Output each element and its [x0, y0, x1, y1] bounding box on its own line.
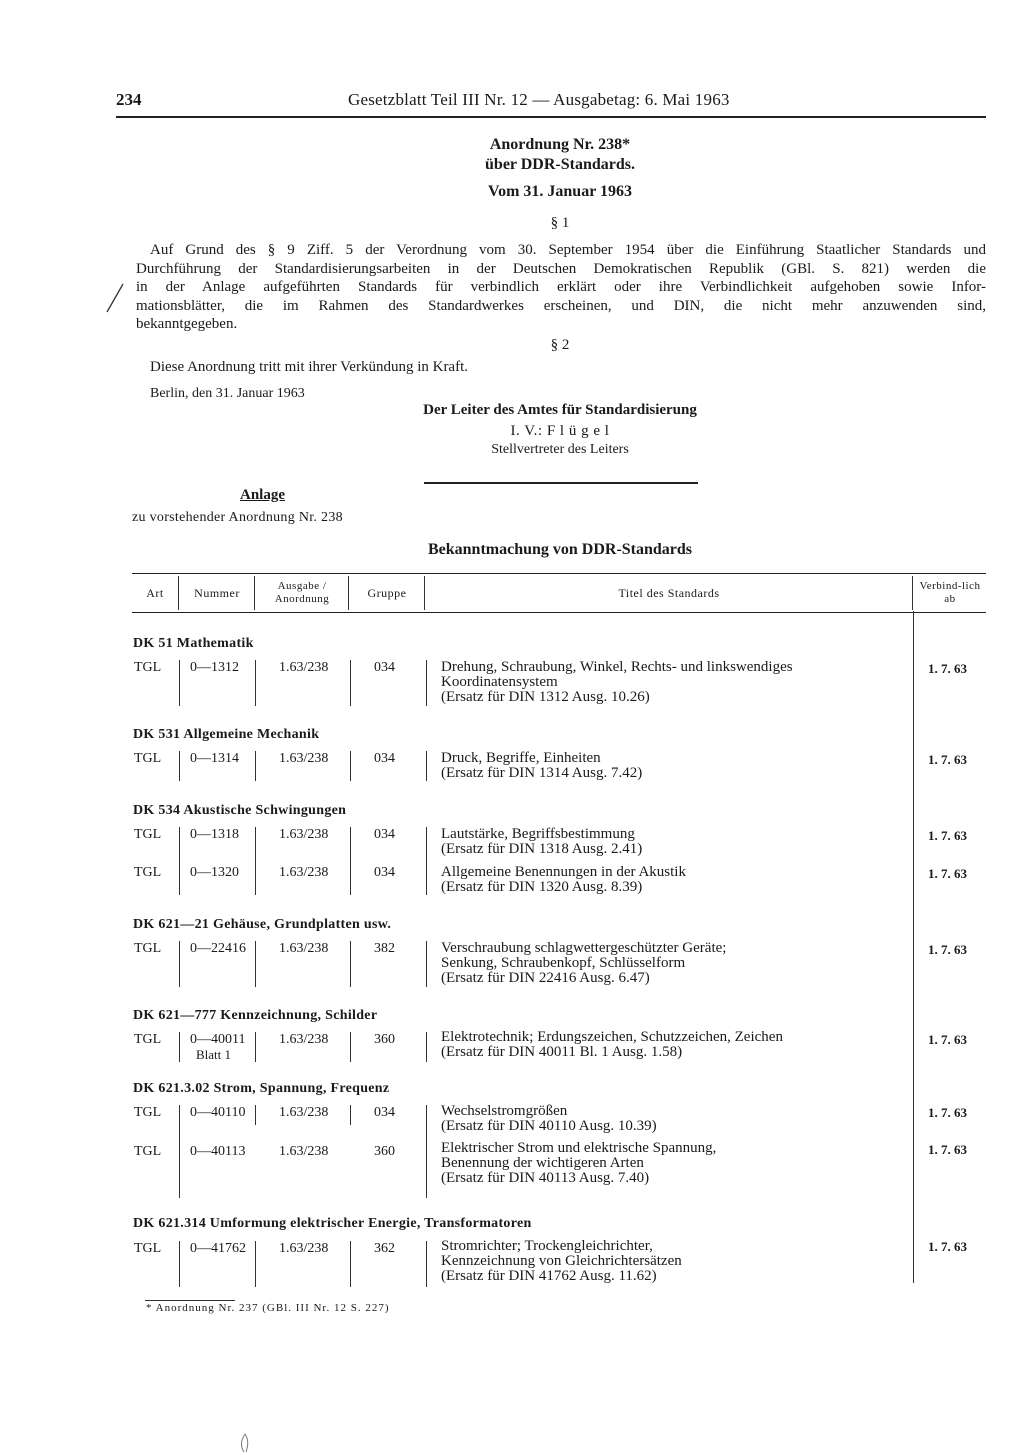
- section1-text: [136, 241, 986, 334]
- section2-text: Diese Anordnung tritt mit ihrer Verkündung in Kraft.: [150, 359, 469, 375]
- row-divider: [255, 1105, 256, 1125]
- cell-art: TGL: [134, 827, 162, 842]
- cell-nummer: 0—1318: [190, 827, 239, 842]
- cell-titel: [441, 941, 726, 986]
- row-divider: [426, 660, 427, 706]
- row-divider: [426, 1105, 427, 1198]
- titel-line: Senkung, Schraubenkopf, Schlüsselform: [441, 955, 686, 971]
- group-heading: DK 621—777 Kennzeichnung, Schilder: [133, 1008, 378, 1023]
- cell-verbindlich: 1. 7. 63: [928, 942, 967, 957]
- row-divider: [255, 941, 256, 987]
- cell-art: TGL: [134, 660, 162, 675]
- cell-art: TGL: [134, 1241, 162, 1256]
- titel-line: Lautstärke, Begriffsbestimmung: [441, 826, 635, 842]
- row-divider: [255, 827, 256, 895]
- cell-gruppe: 034: [374, 1105, 395, 1120]
- titel-line: Benennung der wichtigeren Arten: [441, 1155, 644, 1171]
- section1-line: Auf Grund des § 9 Ziff. 5 der Verordnung vom 30. September 1954 über die Einführung Staatlicher Standards und: [150, 242, 986, 258]
- row-divider: [350, 827, 351, 895]
- row-divider: [350, 941, 351, 987]
- cell-titel: [441, 865, 686, 895]
- cell-ausgabe: 1.63/238: [279, 1032, 329, 1047]
- cell-nummer: 0—1320: [190, 865, 239, 880]
- row-divider: [426, 827, 427, 895]
- titel-line: (Ersatz für DIN 1318 Ausg. 2.41): [441, 841, 643, 857]
- cell-nummer: 0—1312: [190, 660, 239, 675]
- section1-line: bekanntgegeben.: [136, 316, 238, 332]
- section1-line: Durchführung der Standardisierungsarbeiten in der Deutschen Demokratischen Republik (GBl. S. 821) werden die: [136, 260, 986, 277]
- cell-verbindlich: 1. 7. 63: [928, 1142, 967, 1157]
- titel-line: Verschraubung schlagwettergeschützter Geräte;: [441, 940, 727, 956]
- place-date: Berlin, den 31. Januar 1963: [150, 386, 305, 401]
- row-divider: [179, 751, 180, 781]
- titel-line: Stromrichter; Trockengleichrichter,: [441, 1238, 653, 1254]
- section1-label: § 1: [550, 215, 570, 231]
- cell-art: TGL: [134, 1032, 162, 1047]
- titel-line: (Ersatz für DIN 40011 Bl. 1 Ausg. 1.58): [441, 1044, 683, 1060]
- margin-pen-mark-icon: [104, 282, 126, 314]
- cell-nummer: 0—40113: [190, 1144, 246, 1159]
- titel-line: Allgemeine Benennungen in der Akustik: [441, 864, 686, 880]
- cell-gruppe: 034: [374, 827, 395, 842]
- row-divider: [179, 660, 180, 706]
- group-heading: DK 531 Allgemeine Mechanik: [133, 727, 320, 742]
- header-divider: [348, 576, 349, 610]
- cell-nummer: 0—40011: [190, 1032, 246, 1047]
- titel-line: Elektrotechnik; Erdungszeichen, Schutzzeichen, Zeichen: [441, 1029, 783, 1045]
- scan-artifact-icon: [236, 1432, 254, 1454]
- header-divider: [178, 576, 179, 610]
- cell-nummer-extra: Blatt 1: [196, 1047, 232, 1062]
- row-divider: [255, 660, 256, 706]
- titel-line: (Ersatz für DIN 40113 Ausg. 7.40): [441, 1170, 650, 1186]
- ordinance-title-line2: über DDR-Standards.: [485, 156, 635, 173]
- group-heading: DK 621—21 Gehäuse, Grundplatten usw.: [133, 917, 392, 932]
- header-divider: [912, 576, 913, 610]
- cell-gruppe: 034: [374, 751, 395, 766]
- group-heading: DK 534 Akustische Schwingungen: [133, 803, 347, 818]
- signature-role: Stellvertreter des Leiters: [491, 442, 629, 457]
- header-verbindlich: Verbind-lich ab: [919, 580, 981, 605]
- titel-line: (Ersatz für DIN 41762 Ausg. 11.62): [441, 1268, 657, 1284]
- row-divider: [179, 941, 180, 987]
- header-titel: Titel des Standards: [618, 585, 720, 600]
- cell-ausgabe: 1.63/238: [279, 1144, 329, 1159]
- group-heading: DK 621.3.02 Strom, Spannung, Frequenz: [133, 1081, 390, 1096]
- cell-nummer: 0—1314: [190, 751, 239, 766]
- cell-nummer: 0—40110: [190, 1105, 246, 1120]
- cell-art: TGL: [134, 751, 162, 766]
- cell-titel: [441, 751, 642, 781]
- table-title: Bekanntmachung von DDR-Standards: [427, 541, 693, 558]
- section1-line: mationsblätter, die im Rahmen des Standardwerkes erscheinen, und DIN, die nicht mehr anzuwenden sind,: [136, 297, 986, 314]
- cell-gruppe: 034: [374, 660, 395, 675]
- cell-gruppe: 360: [374, 1144, 395, 1159]
- row-divider: [350, 1032, 351, 1062]
- group-heading: DK 51 Mathematik: [133, 636, 254, 651]
- page-header: [116, 90, 986, 118]
- cell-ausgabe: 1.63/238: [279, 751, 329, 766]
- titel-line: Drehung, Schraubung, Winkel, Rechts- und linkswendiges: [441, 659, 793, 675]
- cell-verbindlich: 1. 7. 63: [928, 866, 967, 881]
- cell-titel: [441, 827, 642, 857]
- cell-ausgabe: 1.63/238: [279, 941, 329, 956]
- header-divider: [254, 576, 255, 610]
- verbindlich-column-rule: [913, 611, 914, 1283]
- cell-verbindlich: 1. 7. 63: [928, 1032, 967, 1047]
- row-divider: [179, 827, 180, 895]
- cell-titel: [441, 1141, 716, 1186]
- group-heading: DK 621.314 Umformung elektrischer Energie, Transformatoren: [133, 1216, 532, 1231]
- row-divider: [255, 1241, 256, 1287]
- header-art: Art: [146, 585, 164, 600]
- cell-art: TGL: [134, 941, 162, 956]
- row-divider: [350, 751, 351, 781]
- annex-subheading: zu vorstehender Anordnung Nr. 238: [132, 510, 343, 525]
- cell-verbindlich: 1. 7. 63: [928, 752, 967, 767]
- gazette-title: Gesetzblatt Teil III Nr. 12 — Ausgabetag: 6. Mai 1963: [348, 90, 730, 109]
- titel-line: Elektrischer Strom und elektrische Spannung,: [441, 1140, 717, 1156]
- row-divider: [426, 1032, 427, 1062]
- annex-heading: Anlage: [240, 487, 285, 503]
- cell-gruppe: 034: [374, 865, 395, 880]
- page-number: 234: [116, 90, 142, 109]
- cell-art: TGL: [134, 1105, 162, 1120]
- row-divider: [255, 751, 256, 781]
- cell-art: TGL: [134, 1144, 162, 1159]
- titel-line: Wechselstromgrößen: [441, 1103, 568, 1119]
- section1-line: in der Anlage aufgeführten Standards für verbindlich erklärt oder ihre Verbindlichkeit aufgehoben sowie Infor-: [136, 279, 986, 295]
- footnote-rule: [145, 1300, 235, 1301]
- row-divider: [350, 1105, 351, 1125]
- cell-titel: [441, 1104, 657, 1134]
- titel-line: Druck, Begriffe, Einheiten: [441, 750, 601, 766]
- titel-line: Kennzeichnung von Gleichrichtersätzen: [441, 1253, 682, 1269]
- section-divider: [424, 482, 698, 484]
- row-divider: [426, 751, 427, 781]
- titel-line: Koordinatensystem: [441, 674, 558, 690]
- section2-label: § 2: [550, 337, 570, 353]
- cell-titel: [441, 1239, 682, 1284]
- cell-gruppe: 360: [374, 1032, 395, 1047]
- header-gruppe: Gruppe: [367, 585, 407, 600]
- row-divider: [426, 1241, 427, 1287]
- header-ausgabe: Ausgabe / Anordnung: [274, 580, 330, 605]
- header-nummer: Nummer: [194, 585, 240, 600]
- cell-verbindlich: 1. 7. 63: [928, 1105, 967, 1120]
- row-divider: [350, 660, 351, 706]
- cell-gruppe: 382: [374, 941, 395, 956]
- row-divider: [179, 1032, 180, 1062]
- header-divider: [424, 576, 425, 610]
- row-divider: [350, 1241, 351, 1287]
- cell-titel: [441, 1030, 783, 1060]
- ordinance-date: Vom 31. Januar 1963: [487, 183, 633, 200]
- row-divider: [179, 1241, 180, 1287]
- cell-verbindlich: 1. 7. 63: [928, 661, 967, 676]
- cell-verbindlich: 1. 7. 63: [928, 1239, 967, 1254]
- row-divider: [179, 1105, 180, 1198]
- cell-ausgabe: 1.63/238: [279, 1241, 329, 1256]
- titel-line: (Ersatz für DIN 1314 Ausg. 7.42): [441, 765, 643, 781]
- signature-authority: Der Leiter des Amtes für Standardisierung: [423, 402, 697, 418]
- cell-nummer: 0—22416: [190, 941, 246, 956]
- cell-gruppe: 362: [374, 1241, 395, 1256]
- titel-line: (Ersatz für DIN 40110 Ausg. 10.39): [441, 1118, 657, 1134]
- cell-nummer: 0—41762: [190, 1241, 246, 1256]
- ordinance-title-line1: Anordnung Nr. 238*: [489, 136, 631, 153]
- cell-ausgabe: 1.63/238: [279, 827, 329, 842]
- cell-ausgabe: 1.63/238: [279, 1105, 329, 1120]
- row-divider: [255, 1032, 256, 1062]
- titel-line: (Ersatz für DIN 1312 Ausg. 10.26): [441, 689, 650, 705]
- cell-ausgabe: 1.63/238: [279, 660, 329, 675]
- titel-line: (Ersatz für DIN 1320 Ausg. 8.39): [441, 879, 643, 895]
- cell-titel: [441, 660, 793, 705]
- cell-ausgabe: 1.63/238: [279, 865, 329, 880]
- row-divider: [426, 941, 427, 987]
- footnote: * Anordnung Nr. 237 (GBl. III Nr. 12 S. 227): [146, 1302, 390, 1314]
- cell-verbindlich: 1. 7. 63: [928, 828, 967, 843]
- table-header: [132, 573, 986, 613]
- signature-name: I. V.: F l ü g e l: [510, 423, 610, 439]
- titel-line: (Ersatz für DIN 22416 Ausg. 6.47): [441, 970, 650, 986]
- cell-art: TGL: [134, 865, 162, 880]
